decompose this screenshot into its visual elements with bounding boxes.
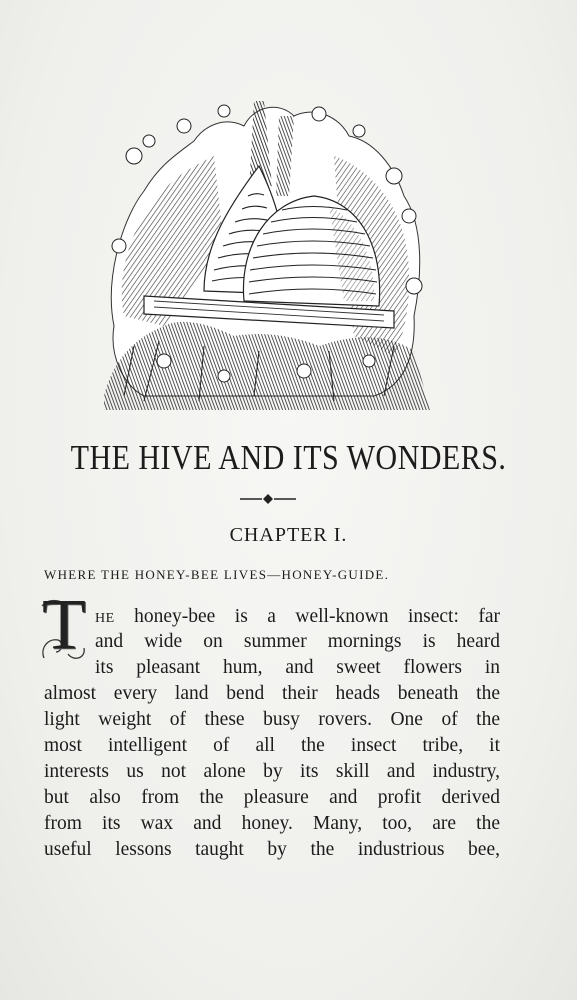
first-line-text: honey-bee is a well-known insect: far — [114, 606, 500, 627]
body-line: most intelligent of all the insect tribe, it — [44, 735, 500, 756]
chapter-subtitle: WHERE THE HONEY-BEE LIVES—HONEY-GUIDE. — [44, 567, 390, 582]
body-line: almost every land bend their heads beneath the — [44, 683, 500, 704]
chapter-heading: CHAPTER I. — [229, 524, 348, 546]
book-title: THE HIVE AND ITS WONDERS. — [70, 438, 507, 477]
first-word-smallcaps: HE — [95, 611, 115, 626]
body-line: interests us not alone by its skill and industry, — [44, 761, 500, 782]
body-line: but also from the pleasure and profit derived — [44, 787, 500, 808]
ornament-divider-icon — [240, 492, 296, 506]
drop-cap — [38, 584, 90, 666]
body-line: from its wax and honey. Many, too, are the — [44, 813, 500, 834]
body-line: its pleasant hum, and sweet flowers in — [95, 657, 500, 678]
beehive-illustration — [104, 96, 430, 410]
body-line — [95, 607, 500, 627]
body-line: useful lessons taught by the industrious bee, — [44, 839, 500, 860]
drop-cap-letter: T — [42, 584, 86, 664]
body-line: light weight of these busy rovers. One of the — [44, 709, 500, 730]
body-line: and wide on summer mornings is heard — [95, 631, 500, 652]
